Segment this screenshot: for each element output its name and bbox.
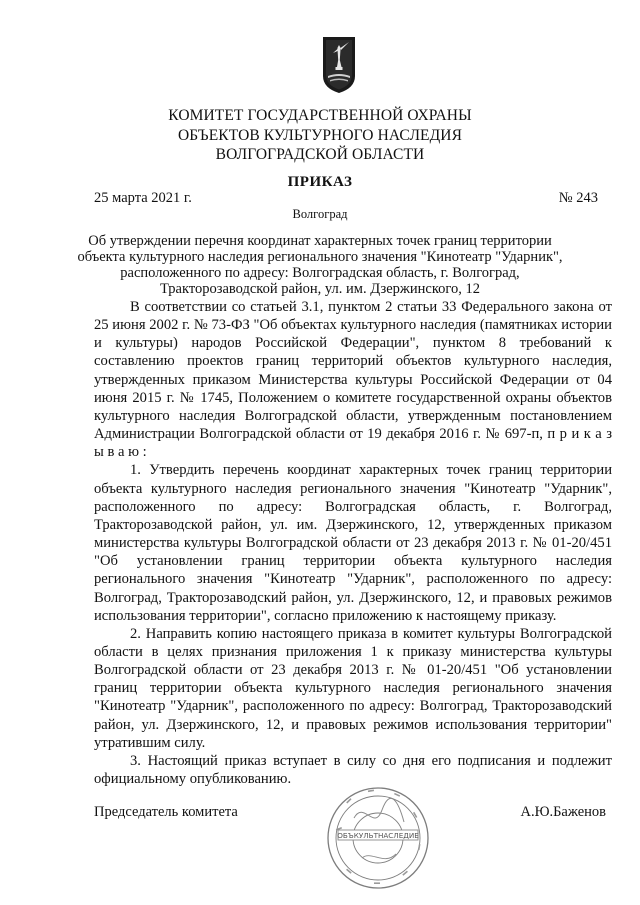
subject-line: расположенного по адресу: Волгоградская область, г. Волгоград, (120, 265, 520, 281)
order-item-1: 1. Утвердить перечень координат характерных точек границ территории объекта культурного наследия регионального значения "Кинотеатр "Ударник", расположенного по адресу: Волгоградская область, г. Волгоград, Тракторозаводской район, ул. им. Дзержинского, 12, утвержденных приказом министерства культуры Волгоградской области от 23 декабря 2013 г. № 01-20/451 "Об установлении границ территории объекта культурного наследия регионального значения "Кинотеатр "Ударник", расположенного по адресу: Волгоград, Тракторозаводский район, ул. Дзержинского, 12, и правовых режимов использования территории", согласно приложению к настоящему приказу. (94, 462, 612, 624)
document-type: ПРИКАЗ (287, 174, 353, 190)
subject-line: Тракторозаводской район, ул. им. Дзержинского, 12 (159, 281, 480, 297)
organization-line: КОМИТЕТ ГОСУДАРСТВЕННОЙ ОХРАНЫ (168, 107, 472, 124)
signatory-title: Председатель комитета (94, 804, 238, 820)
document-subject (0, 233, 640, 297)
order-item-3: 3. Настоящий приказ вступает в силу со дня его подписания и подлежит официальному опубликованию. (94, 752, 612, 788)
organization-name (0, 106, 640, 165)
organization-line: ВОЛГОГРАДСКОЙ ОБЛАСТИ (215, 146, 425, 163)
document-city: Волгоград (292, 207, 348, 221)
stamp-text: ОБЪКУЛЬТНАСЛЕДИЕ (337, 831, 419, 840)
document-date: 25 марта 2021 г. (94, 190, 192, 206)
document-number: № 243 (558, 190, 598, 206)
subject-line: объекта культурного наследия регионального значения "Кинотеатр "Ударник", (77, 249, 563, 265)
organization-line: ОБЪЕКТОВ КУЛЬТУРНОГО НАСЛЕДИЯ (177, 126, 463, 144)
order-item-2: 2. Направить копию настоящего приказа в комитет культуры Волгоградской области в целях признания приложения 1 к приказу министерства культуры Волгоградской области от 23 декабря 2013 г. № 01-20/451 "Об установлении границ территории объекта культурного наследия регионального значения "Кинотеатр "Ударник", расположенного по адресу: Волгоград, Тракторозаводский район, ул. Дзержинского, 12, и правовых режимов использования территории" утратившим силу. (94, 625, 612, 751)
subject-line: Об утверждении перечня координат характерных точек границ территории (88, 233, 552, 249)
volgograd-emblem-icon (322, 36, 356, 94)
official-stamp-icon (316, 770, 436, 895)
signatory-name: А.Ю.Баженов (520, 804, 606, 820)
preamble-paragraph: В соответствии со статьей 3.1, пунктом 2 статьи 33 Федерального закона от 25 июня 2002 г. № 73-ФЗ "Об объектах культурного наследия (памятниках истории и культуры) народов Российской Федерации", пунктом 8 требований к составлению проектов границ территорий объектов культурного наследия, утвержденных приказом Министерства культуры Российской Федерации от 04 июня 2015 г. № 1745, Положением о комитете государственной охраны объектов культурного наследия Волгоградской области, утвержденным постановлением Администрации Волгоградской области от 19 декабря 2016 г. № 697-п, п р и к а з ы в а ю : (94, 299, 612, 461)
document-body (94, 298, 612, 788)
